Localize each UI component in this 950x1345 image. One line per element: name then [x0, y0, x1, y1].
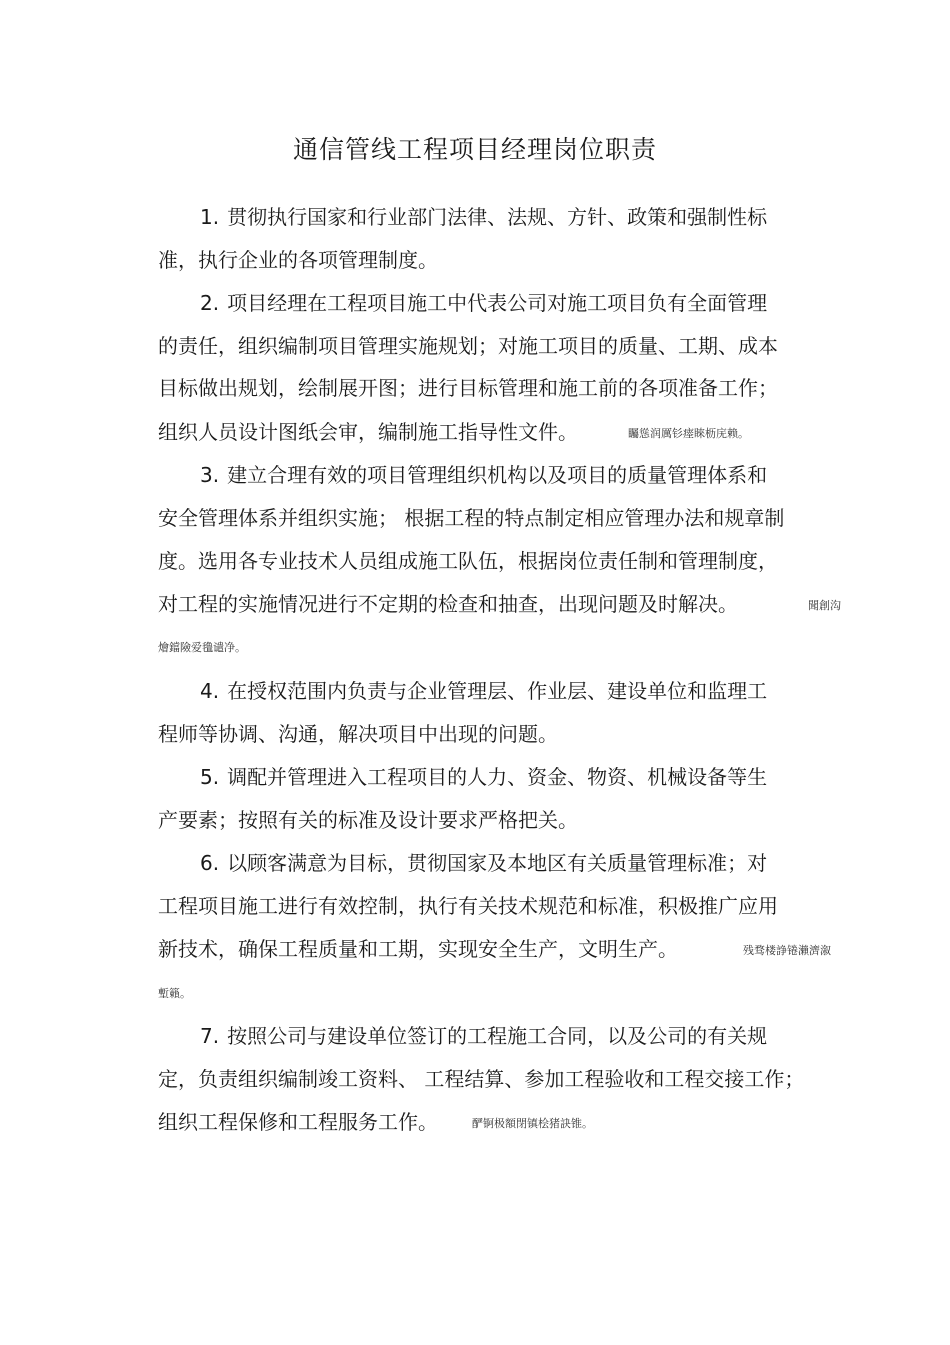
item-2-note: 矚慫润厲钐瘗睞枥庑赖。	[628, 427, 749, 440]
item-3-note-part-2: 燴鐺險爱氇谴净。	[158, 641, 246, 654]
item-3-line-3: 度。选用各专业技术人员组成施工队伍，根据岗位责任制和管理制度，	[158, 549, 778, 573]
item-2-line-2: 的责任，组织编制项目管理实施规划；对施工项目的质量、工期、成本	[158, 334, 778, 358]
document-title: 通信管线工程项目经理岗位职责	[292, 135, 657, 164]
item-6-line-1: 6. 以顾客满意为目标，贯彻国家及本地区有关质量管理标准；对	[200, 851, 768, 875]
item-1-line-2: 准，执行企业的各项管理制度。	[158, 248, 438, 272]
item-6-note-part-2: 塹籟。	[158, 987, 191, 1000]
item-1-line-1: 1. 贯彻执行国家和行业部门法律、法规、方针、政策和强制性标	[200, 205, 768, 229]
item-4-line-2: 程师等协调、沟通，解决项目中出现的问题。	[158, 722, 558, 746]
item-5-number: 5.	[200, 765, 220, 789]
item-6-line-3: 新技术，确保工程质量和工期，实现安全生产，文明生产。	[158, 937, 678, 961]
item-7-line-3: 组织工程保修和工程服务工作。	[158, 1110, 438, 1134]
item-3-line-1: 3. 建立合理有效的项目管理组织机构以及项目的质量管理体系和	[200, 463, 768, 487]
item-1-number: 1.	[200, 205, 220, 229]
item-7-note: 酽锕极額閉镇桧猪訣锥。	[472, 1117, 593, 1130]
item-3-number: 3.	[200, 463, 220, 487]
item-2-number: 2.	[200, 291, 220, 315]
item-4-line-1: 4. 在授权范围内负责与企业管理层、作业层、建设单位和监理工	[200, 679, 768, 703]
item-6-number: 6.	[200, 851, 220, 875]
item-5-line-2: 产要素；按照有关的标准及设计要求严格把关。	[158, 808, 578, 832]
item-2-line-3: 目标做出规划，绘制展开图；进行目标管理和施工前的各项准备工作；	[158, 376, 778, 400]
item-6-line-2: 工程项目施工进行有效控制，执行有关技术规范和标准，积极推广应用	[158, 894, 778, 918]
item-7-number: 7.	[200, 1024, 220, 1048]
item-6-note-part-1: 残骛楼諍锩瀨濟溆	[743, 944, 831, 957]
item-4-number: 4.	[200, 679, 220, 703]
item-3-line-4: 对工程的实施情况进行不定期的检查和抽查，出现问题及时解决。	[158, 592, 738, 616]
item-3-line-2: 安全管理体系并组织实施； 根据工程的特点制定相应管理办法和规章制	[158, 506, 785, 530]
item-7-line-1: 7. 按照公司与建设单位签订的工程施工合同，以及公司的有关规	[200, 1024, 768, 1048]
item-2-line-4: 组织人员设计图纸会审，编制施工指导性文件。	[158, 420, 578, 444]
item-7-line-2: 定，负责组织编制竣工资料、 工程结算、参加工程验收和工程交接工作；	[158, 1067, 805, 1091]
item-2-line-1: 2. 项目经理在工程项目施工中代表公司对施工项目负有全面管理	[200, 291, 768, 315]
item-5-line-1: 5. 调配并管理进入工程项目的人力、资金、物资、机械设备等生	[200, 765, 768, 789]
item-3-note-part-1: 聞創沟	[808, 599, 841, 612]
